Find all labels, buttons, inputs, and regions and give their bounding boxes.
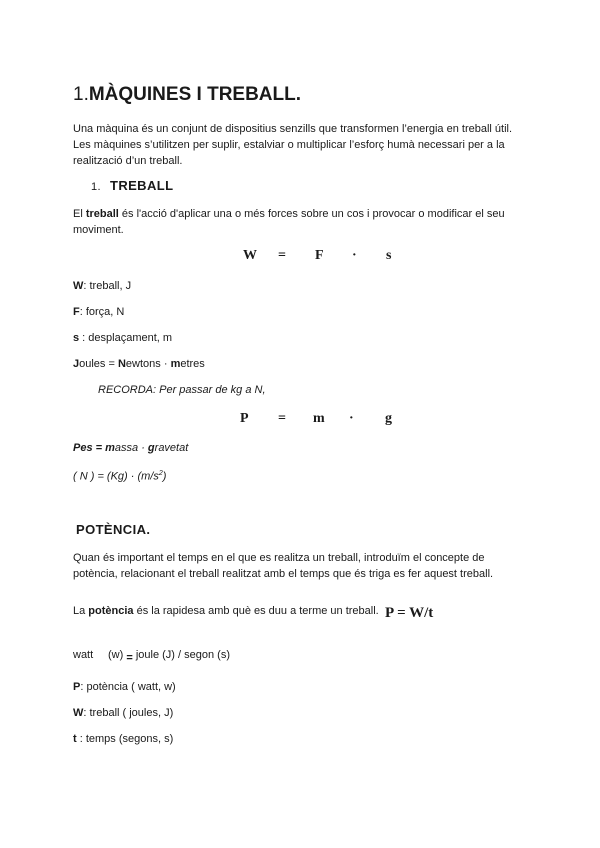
formula-weight [0, 411, 600, 431]
joules-definition: Joules = Newtons · metres [73, 358, 205, 370]
page-title: 1.MÀQUINES I TREBALL. [73, 84, 302, 105]
intro-paragraph: Una màquina és un conjunt de dispositius senzills que transformen l’energia en treball útil. Les màquines s’utilitzen per suplir, estalviar o multiplicar l’esforç humà necessari per a la realització d’un treball. [73, 123, 513, 167]
formula-p: P [240, 411, 249, 426]
section-heading-treball: 1. TREBALL [91, 178, 174, 193]
formula-m: m [313, 411, 325, 426]
var-t: t : temps (segons, s) [73, 733, 174, 745]
watt-symbol: (w) = joule (J) / segon (s) [108, 649, 230, 664]
formula-s: s [386, 248, 392, 263]
section-heading-potencia: POTÈNCIA. [76, 522, 151, 537]
var-f: F: força, N [73, 306, 125, 318]
pes-definition: Pes = massa · gravetat [73, 442, 189, 454]
formula-work [0, 248, 600, 268]
potencia-definition: La potència és la rapidesa amb què es duu a terme un treball. [73, 605, 379, 617]
potencia-intro: Quan és important el temps en el que es realitza un treball, introduïm el concepte de potència, relacionant el treball realitzat amb el temps que és triga es fer aquest treball. [73, 552, 494, 580]
formula-g: g [385, 411, 392, 426]
formula-equals: = [278, 411, 286, 426]
var-w-power: W: treball ( joules, J) [73, 707, 174, 719]
units-equation: ( N ) = $(Kg) \cdot (m/s^2)$ [73, 470, 167, 483]
formula-power: P = W/t [385, 605, 434, 621]
var-w: W: treball, J [73, 280, 132, 292]
formula-dot: · [349, 411, 354, 426]
var-s: s : desplaçament, m [73, 332, 173, 344]
formula-f: F [315, 248, 324, 263]
watt-unit: watt [73, 649, 94, 661]
var-p: P: potència ( watt, w) [73, 681, 176, 693]
formula-w: W [243, 248, 257, 263]
treball-definition: El treball és l'acció d'aplicar una o més forces sobre un cos i provocar o modificar el seu moviment. [73, 208, 505, 236]
formula-equals: = [278, 248, 286, 263]
recorda-note: RECORDA: Per passar de kg a N, [98, 384, 266, 396]
formula-dot: · [352, 248, 357, 263]
